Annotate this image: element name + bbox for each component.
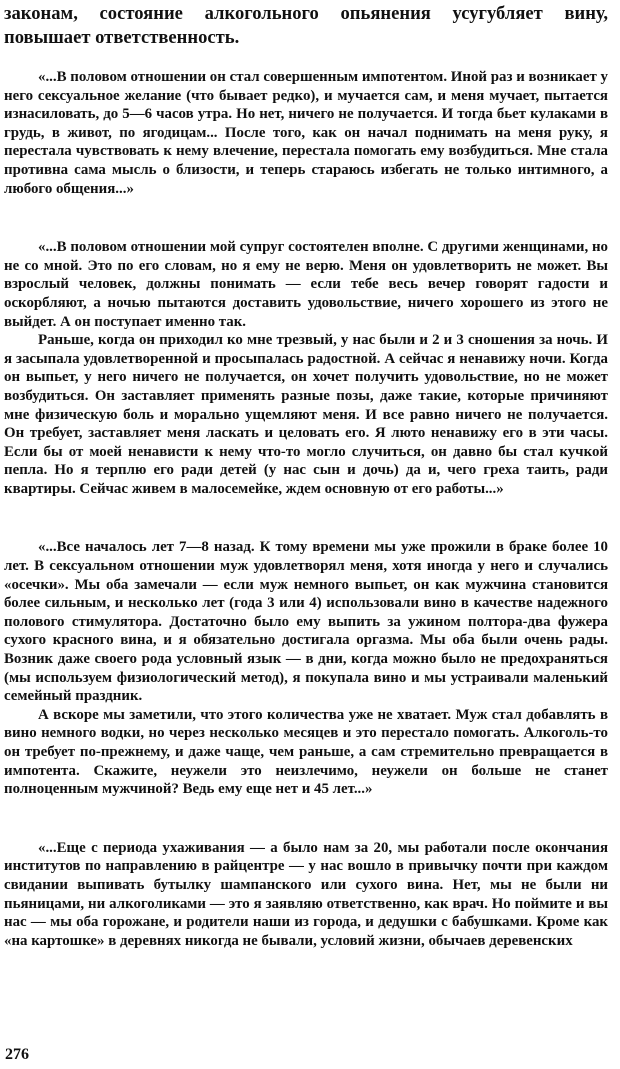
quote-paragraph: Раньше, когда он приходил ко мне трезвый, у нас были и 2 и 3 сношения за ночь. И я засыпала удовлетворенной и просыпалась радостной. А сейчас я ненавижу ночи. Когда он выпьет, у него ничего не получается, он хочет получить удовольствие, но не может возбудиться. Он заставляет применять разные позы, даже такие, которые причиняют мне физическую боль и морально ущемляют меня. И все равно ничего не получается. Он требует, заставляет меня ласкать и целовать его. Я люто ненавижу его в эти часы. Если бы от моей ненависти к нему что-то могло случиться, он давно бы стал кучкой пепла. Но я терплю его ради детей (у нас сын и дочь) да и, чего греха таить, ради квартиры. Сейчас живем в малосемейке, ждем основную от его работы...» (4, 332, 608, 497)
quote-paragraph: А вскоре мы заметили, что этого количества уже не хватает. Муж стал добавлять в вино немного водки, но через несколько месяцев и это перестало помогать. Алкоголь-то он требует по-прежнему, и даже чаще, чем раньше, а сам стремительно превращается в импотента. Скажите, неужели это неизлечимо, неужели он больше не станет полноценным мужчиной? Ведь ему еще нет и 45 лет...» (4, 706, 608, 798)
quote-paragraph: «...Все началось лет 7—8 назад. К тому времени мы уже прожили в браке более 10 лет. В сексуальном отношении муж удовлетворял меня, хотя иногда у него и случались «осечки». Мы оба замечали — если муж немного выпьет, он как мужчина становится более сильным, и несколько лет (года 3 или 4) использовали вино в качестве надежного полового стимулятора. Достаточно было ему выпить за ужином полтора-два фужера сухого красного вина, и я обязательно достигала оргазма. Мы оба были очень рады. Возник даже своего рода условный язык — в дни, когда можно было не предохраняться (мы используем физиологический метод), я покупала вино и мы устраивали маленький семейный праздник. (4, 539, 608, 705)
quote-block (4, 538, 608, 798)
page-number: 276 (5, 1046, 29, 1063)
quote-paragraph: «...В половом отношении он стал совершенным импотентом. Иной раз и возникает у него сексуальное желание (что бывает редко), и мучается сам, и меня мучает, пытается изнасиловать, до 5—6 часов утра. Но нет, ничего не получается. И тогда бьет кулаками в грудь, в живот, по ягодицам... После того, как он начал поднимать на меня руку, я перестала чувствовать к нему влечение, перестала помогать ему возбудиться. Мне стала противна сама мысль о близости, и теперь стараюсь избегать не только интимного, а любого общения...» (4, 69, 608, 197)
lead-paragraph: законам, состояние алкогольного опьянения усугубляет вину, повышает ответственность. (4, 3, 608, 48)
quote-block (4, 68, 608, 198)
quote-paragraph: «...В половом отношении мой супруг состоятелен вполне. С другими женщинами, но не со мной. Это по его словам, но я ему не верю. Меня он удовлетворить не может. Вы взрослый человек, должны понимать — если тебе весь вечер говорят гадости и оскорбляют, а ночью пытаются доставить удовольствие, ничего хорошего из этого не выйдет. А он поступает именно так. (4, 239, 608, 330)
quote-block (4, 839, 608, 951)
quote-block (4, 238, 608, 498)
quotes-container (4, 68, 608, 950)
quote-paragraph: «...Еще с периода ухаживания — а было нам за 20, мы работали после окончания институтов по направлению в райцентре — у нас вошло в привычку почти при каждом свидании выпивать бутылку шампанского или сухого вина. Нет, мы не были ни пьяницами, ни алкоголиками — это я заявляю ответственно, как врач. Но поймите и вы нас — мы оба горожане, и родители наши из города, и дедушки с бабушками. Кроме как «на картошке» в деревнях никогда не бывали, условий жизни, обычаев деревенских (4, 839, 608, 949)
